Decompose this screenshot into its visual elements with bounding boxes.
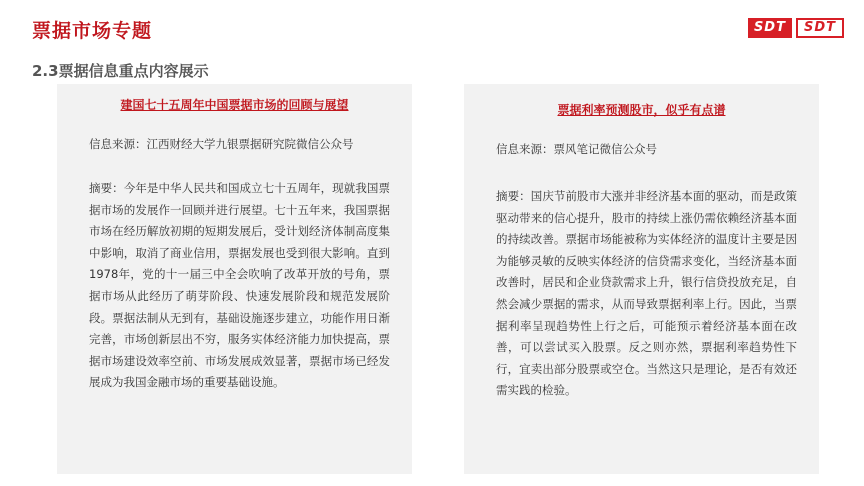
article-source: 信息来源：票风笔记微信公众号 [496, 142, 657, 156]
logo-mark-filled: SDT [748, 18, 792, 38]
article-title-link[interactable]: 票据利率预测股市，似乎有点谱 [557, 103, 726, 117]
article-card-review [57, 84, 412, 474]
page-title: 票据市场专题 [32, 20, 153, 42]
section-title: 2.3票据信息重点内容展示 [32, 62, 209, 80]
article-title-link[interactable]: 建国七十五周年中国票据市场的回顾与展望 [120, 98, 349, 112]
sdt-logo [748, 18, 844, 38]
article-summary: 摘要：国庆节前股市大涨并非经济基本面的驱动，而是政策驱动带来的信心提升，股市的持续上涨仍需依赖经济基本面的持续改善。票据市场能被称为实体经济的温度计主要是因为能够灵敏的反映实体经济的信贷需求变化，当经济基本面改善时，居民和企业贷款需求上升，银行信贷投放充足，自然会减少票据的需求，从而导致票据利率上行。因此，当票据利率呈现趋势性上行之后，可能预示着经济基本面在改善，可以尝试买入股票。反之则亦然，票据利率趋势性下行，宜卖出部分股票或空仓。当然这只是理论，是否有效还需实践的检验。 [496, 189, 797, 398]
article-summary: 摘要：今年是中华人民共和国成立七十五周年，现就我国票据市场的发展作一回顾并进行展望。七十五年来，我国票据市场在经历解放初期的短期发展后，受计划经济体制高度集中影响，取消了商业信用，票据发展也受到很大影响。直到1978年，党的十一届三中全会吹响了改革开放的号角，票据市场从此经历了萌芽阶段、快速发展阶段和规范发展阶段。票据法制从无到有，基础设施逐步建立，功能作用日渐完善，市场创新层出不穷，服务实体经济能力加快提高，票据市场建设效率空前、市场发展成效显著，票据市场已经发展成为我国金融市场的重要基础设施。 [89, 181, 390, 390]
logo-mark-outline: SDT [796, 18, 844, 38]
article-card-rate-forecast [464, 84, 819, 474]
article-source: 信息来源：江西财经大学九银票据研究院微信公众号 [89, 137, 354, 151]
